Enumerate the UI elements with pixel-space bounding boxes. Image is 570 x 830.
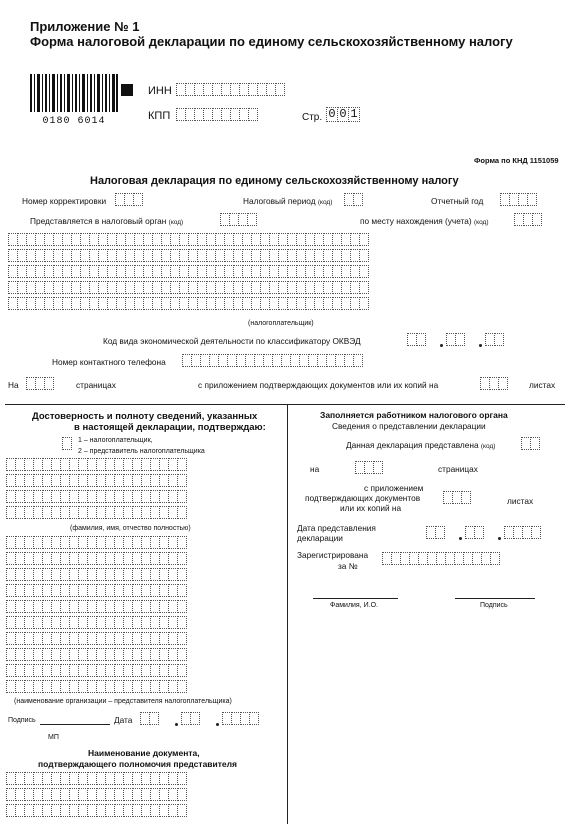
tax-period-label	[243, 196, 332, 208]
pages-cells-right[interactable]	[355, 461, 382, 474]
grid-row	[6, 648, 186, 661]
submitted-to-label	[30, 216, 183, 228]
input-cell[interactable]	[359, 297, 369, 310]
submission-day-cells[interactable]	[426, 526, 444, 539]
grid-row	[6, 536, 186, 549]
input-cell[interactable]	[177, 584, 187, 597]
grid-row	[6, 568, 186, 581]
input-cell[interactable]	[62, 437, 72, 450]
input-cell[interactable]	[177, 490, 187, 503]
grid-row	[6, 772, 186, 785]
input-cell[interactable]	[461, 491, 471, 504]
tax-office-heading: Заполняется работником налогового органа	[320, 410, 508, 420]
grid-row	[6, 616, 186, 629]
location-text: по месту нахождения (учета)	[360, 216, 472, 226]
input-cell[interactable]	[455, 333, 465, 346]
phone-cells[interactable]	[182, 354, 362, 367]
input-cell[interactable]	[177, 536, 187, 549]
officer-signature-line[interactable]	[455, 598, 535, 599]
input-cell[interactable]	[494, 333, 504, 346]
grid-row	[6, 490, 186, 503]
input-cell[interactable]	[177, 788, 187, 801]
grid-row	[6, 788, 186, 801]
input-cell[interactable]	[177, 474, 187, 487]
date-separator	[498, 537, 501, 540]
attachment-sheets-cells[interactable]	[480, 377, 507, 390]
pages-label-right: страницах	[438, 464, 478, 474]
input-cell[interactable]	[353, 354, 363, 367]
grid-row	[6, 474, 186, 487]
input-cell[interactable]	[353, 193, 363, 206]
submitted-to-text: Представляется в налоговый орган	[30, 216, 167, 226]
grid-row	[6, 458, 186, 471]
input-cell[interactable]	[530, 437, 540, 450]
form-title: Форма налоговой декларации по единому сельскохозяйственному налогу	[30, 34, 513, 49]
confirm-heading-2: в настоящей декларации, подтверждаю:	[74, 422, 266, 433]
grid-row	[6, 552, 186, 565]
input-cell[interactable]	[177, 506, 187, 519]
page-digit: 1	[348, 107, 360, 122]
attachment-label-1: с приложением	[364, 483, 424, 493]
officer-name-line[interactable]	[313, 598, 398, 599]
input-cell[interactable]	[373, 461, 383, 474]
input-cell[interactable]	[177, 600, 187, 613]
input-cell[interactable]	[532, 213, 542, 226]
barcode-image	[30, 74, 118, 127]
grid-row	[6, 600, 186, 613]
okved-separator	[479, 344, 482, 347]
grid-row	[6, 632, 186, 645]
attachment-sheets-cells-right[interactable]	[443, 491, 470, 504]
section-divider	[5, 404, 565, 405]
date-label: Дата	[114, 715, 133, 725]
option-taxpayer: 1 – налогоплательщик,	[78, 437, 153, 444]
okved-label: Код вида экономической деятельности по классификатору ОКВЭД	[103, 336, 361, 346]
input-cell[interactable]	[416, 333, 426, 346]
input-cell[interactable]	[435, 526, 445, 539]
taxpayer-caption: (налогоплательщик)	[248, 320, 314, 327]
tax-period-text: Налоговый период	[243, 196, 316, 206]
organization-caption: (наименование организации – представителя налогоплательщика)	[14, 698, 232, 705]
input-cell[interactable]	[248, 108, 258, 121]
document-grid[interactable]	[6, 772, 186, 820]
registered-label-2: за №	[338, 561, 358, 571]
sheets-label-right: листах	[507, 496, 534, 506]
submission-month-cells[interactable]	[465, 526, 483, 539]
report-year-cells[interactable]	[500, 193, 536, 206]
correction-cells[interactable]	[115, 193, 142, 206]
input-cell[interactable]	[177, 648, 187, 661]
input-cell[interactable]	[190, 712, 200, 725]
officer-signature-caption: Подпись	[480, 602, 508, 609]
barcode-number: 0180 6014	[42, 116, 106, 127]
submitted-code: (код)	[480, 443, 496, 450]
attachments-label: с приложением подтверждающих документов или их копий на	[198, 380, 439, 390]
submission-year-cells[interactable]	[504, 526, 540, 539]
input-cell[interactable]	[359, 281, 369, 294]
date-day-cells[interactable]	[140, 712, 158, 725]
sheets-label: листах	[529, 380, 556, 390]
confirm-heading-1: Достоверность и полноту сведений, указанных	[32, 411, 258, 422]
location-code: (код)	[474, 219, 489, 226]
officer-name-caption: Фамилия, И.О.	[330, 602, 378, 609]
input-cell[interactable]	[498, 377, 508, 390]
input-cell[interactable]	[177, 552, 187, 565]
tax-period-code: (код)	[317, 199, 333, 206]
submitted-label	[346, 440, 495, 452]
report-year-label: Отчетный год	[431, 196, 484, 206]
signature-label: Подпись	[8, 717, 36, 724]
on-label: На	[8, 380, 19, 390]
appendix-title: Приложение № 1	[30, 19, 140, 34]
input-cell[interactable]	[531, 526, 541, 539]
tax-period-cells[interactable]	[344, 193, 362, 206]
input-cell[interactable]	[359, 265, 369, 278]
fio-grid[interactable]	[6, 458, 186, 522]
submission-date-label-2: декларации	[297, 533, 343, 543]
input-cell[interactable]	[177, 664, 187, 677]
input-cell[interactable]	[177, 772, 187, 785]
declaration-title: Налоговая декларация по единому сельскохозяйственному налогу	[90, 175, 459, 187]
page-number-cells	[326, 107, 359, 122]
location-label	[360, 216, 489, 228]
input-cell[interactable]	[177, 616, 187, 629]
tax-office-subheading: Сведения о представлении декларации	[332, 421, 486, 431]
okved-separator	[440, 344, 443, 347]
marker-square	[121, 84, 133, 96]
input-cell[interactable]	[177, 680, 187, 693]
input-cell[interactable]	[527, 193, 537, 206]
stamp-label: МП	[48, 734, 59, 741]
phone-label: Номер контактного телефона	[52, 357, 166, 367]
doc-title-1: Наименование документа,	[88, 748, 200, 758]
pages-cells[interactable]	[26, 377, 53, 390]
kpp-label: КПП	[148, 110, 171, 122]
submitted-to-code: (код)	[168, 219, 184, 226]
submitted-text: Данная декларация представлена	[346, 440, 479, 450]
taxpayer-name-grid[interactable]	[8, 233, 368, 313]
date-separator	[459, 537, 462, 540]
grid-row	[8, 297, 368, 310]
input-cell[interactable]	[275, 83, 285, 96]
page-label: Стр.	[302, 112, 323, 123]
input-cell[interactable]	[177, 804, 187, 817]
input-cell[interactable]	[149, 712, 159, 725]
input-cell[interactable]	[249, 712, 259, 725]
page-digit: 0	[337, 107, 349, 122]
okved-cells-3[interactable]	[485, 333, 503, 346]
grid-row	[6, 680, 186, 693]
grid-row	[6, 584, 186, 597]
column-divider	[287, 404, 288, 824]
on-label-right: на	[310, 464, 320, 474]
attachment-label-3: или их копий на	[340, 503, 402, 513]
input-cell[interactable]	[44, 377, 54, 390]
location-cells[interactable]	[514, 213, 541, 226]
input-cell[interactable]	[133, 193, 143, 206]
input-cell[interactable]	[177, 568, 187, 581]
date-month-cells[interactable]	[181, 712, 199, 725]
input-cell[interactable]	[490, 552, 500, 565]
barcode-bars	[30, 74, 118, 112]
confirmer-type-cell[interactable]	[62, 437, 71, 450]
input-cell[interactable]	[177, 632, 187, 645]
input-cell[interactable]	[359, 233, 369, 246]
grid-row	[8, 265, 368, 278]
registered-label-1: Зарегистрирована	[297, 550, 369, 560]
pages-label: страницах	[76, 380, 116, 390]
kpp-cells[interactable]	[176, 108, 257, 121]
organization-grid[interactable]	[6, 536, 186, 696]
grid-row	[8, 281, 368, 294]
fio-caption: (фамилия, имя, отчество полностью)	[70, 525, 191, 532]
inn-label: ИНН	[148, 85, 172, 97]
submission-code-cells[interactable]	[521, 437, 539, 450]
attachment-label-2: подтверждающих документов	[305, 493, 421, 503]
grid-row	[8, 249, 368, 262]
option-representative: 2 – представитель налогоплательщика	[78, 448, 205, 455]
page-digit: 0	[326, 107, 338, 122]
submission-date-label-1: Дата представления	[297, 523, 376, 533]
input-cell[interactable]	[177, 458, 187, 471]
input-cell[interactable]	[247, 213, 257, 226]
okved-cells-2[interactable]	[446, 333, 464, 346]
inn-cells[interactable]	[176, 83, 284, 96]
input-cell[interactable]	[359, 249, 369, 262]
date-separator	[175, 723, 178, 726]
date-year-cells[interactable]	[222, 712, 258, 725]
correction-label: Номер корректировки	[22, 196, 107, 206]
input-cell[interactable]	[474, 526, 484, 539]
date-separator	[216, 723, 219, 726]
signature-line[interactable]	[40, 724, 110, 725]
grid-row	[6, 506, 186, 519]
tax-authority-cells[interactable]	[220, 213, 256, 226]
grid-row	[8, 233, 368, 246]
okved-cells-1[interactable]	[407, 333, 425, 346]
form-code: Форма по КНД 1151059	[474, 156, 559, 165]
doc-title-2: подтверждающего полномочия представителя	[38, 759, 238, 769]
registration-number-cells[interactable]	[382, 552, 499, 565]
grid-row	[6, 804, 186, 817]
grid-row	[6, 664, 186, 677]
